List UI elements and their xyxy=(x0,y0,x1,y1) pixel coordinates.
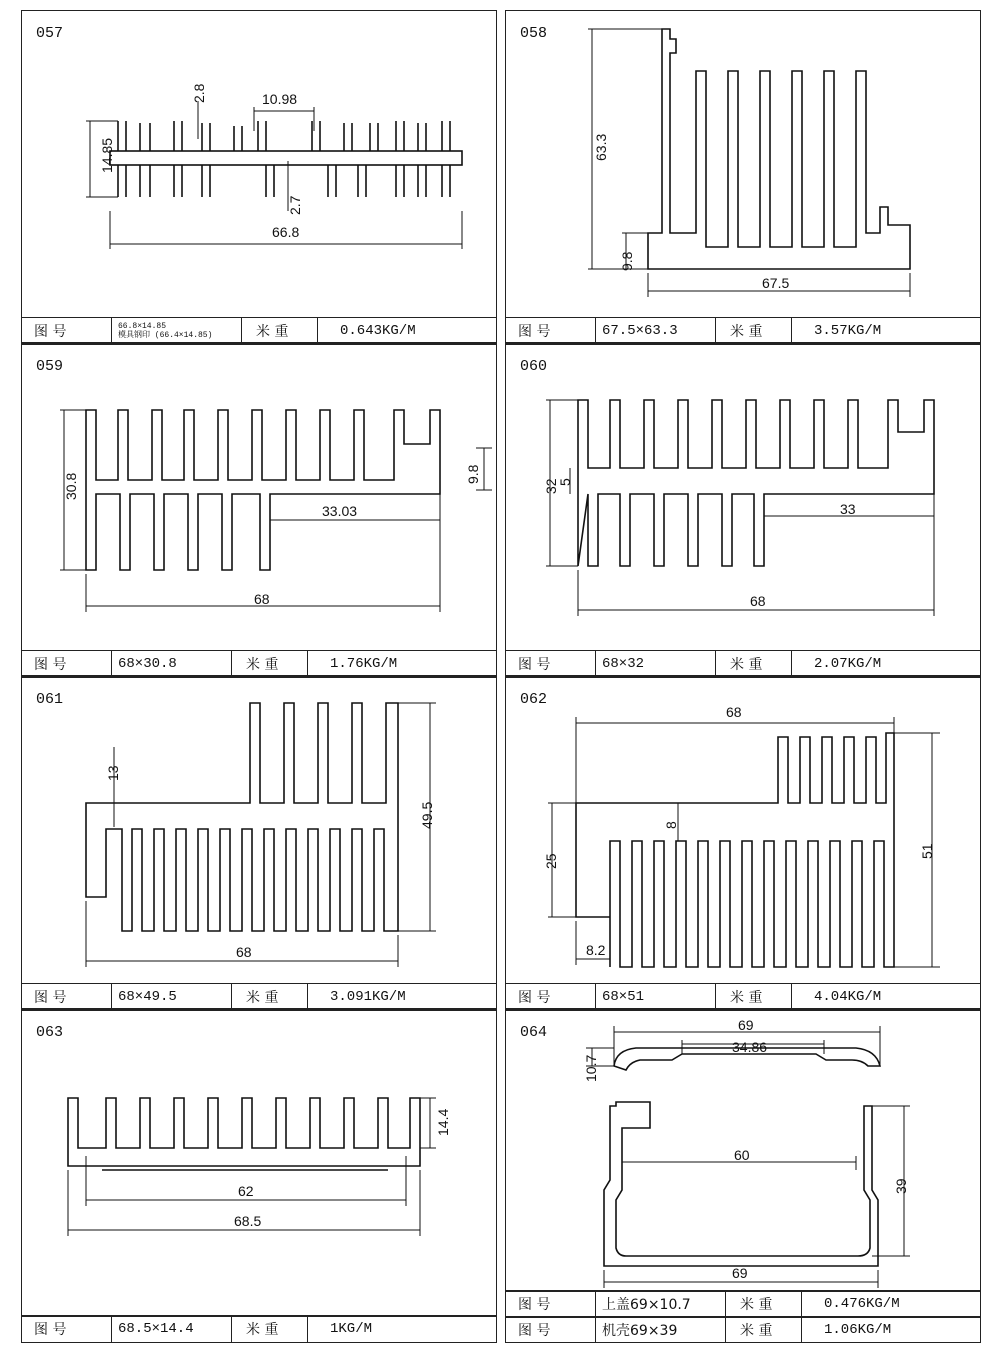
weight-value: 0.476KG/M xyxy=(824,1296,900,1312)
dim-base-t: 2.7 xyxy=(287,195,303,215)
dim-base-t: 5 xyxy=(557,478,573,486)
panel-063 xyxy=(21,1009,497,1317)
panel-061 xyxy=(21,676,497,1009)
spec-row-064-bottom xyxy=(505,1317,981,1343)
spec-row-062 xyxy=(505,983,981,1011)
item-number: 058 xyxy=(520,25,548,42)
weight-label: 米 重 xyxy=(232,651,308,677)
dimension-line-1: 66.8×14.85 xyxy=(118,322,167,331)
dim-bottom-w: 69 xyxy=(732,1265,748,1281)
figure-label: 图 号 xyxy=(506,1318,596,1342)
figure-label: 图 号 xyxy=(506,984,596,1010)
dimension-value: 68×49.5 xyxy=(112,984,232,1010)
dim-height: 39 xyxy=(893,1178,909,1194)
weight-value: 1.76KG/M xyxy=(330,656,398,672)
figure-label: 图 号 xyxy=(22,1316,112,1342)
figure-label: 图 号 xyxy=(22,984,112,1010)
panel-059 xyxy=(21,343,497,676)
dim-offset: 8.2 xyxy=(586,942,606,958)
profile-drawing-062 xyxy=(506,677,981,1009)
spec-row-061 xyxy=(21,983,497,1011)
weight-label: 米 重 xyxy=(716,318,792,344)
weight-label: 米 重 xyxy=(716,651,792,677)
weight-label: 米 重 xyxy=(232,1316,308,1342)
dim-height: 32 xyxy=(543,478,559,494)
item-number: 057 xyxy=(36,25,64,42)
weight-value: 0.643KG/M xyxy=(340,323,416,339)
dim-top-inner: 34.86 xyxy=(732,1039,768,1055)
figure-label: 图 号 xyxy=(22,318,112,344)
dim-top-h: 10.7 xyxy=(583,1054,599,1082)
dim-plain-w: 33 xyxy=(840,501,856,517)
dim-step: 13 xyxy=(105,765,121,781)
weight-value: 3.091KG/M xyxy=(330,989,406,1005)
item-number: 064 xyxy=(520,1024,548,1041)
dim-width: 66.8 xyxy=(272,224,300,240)
weight-label: 米 重 xyxy=(726,1318,802,1342)
dimension-line-2: 模具钢印 (66.4×14.85) xyxy=(118,331,213,340)
dim-width: 68 xyxy=(254,591,270,607)
item-number: 060 xyxy=(520,358,548,375)
panel-062 xyxy=(505,676,981,1009)
figure-label: 图 号 xyxy=(22,651,112,677)
dim-width: 68 xyxy=(750,593,766,609)
weight-label: 米 重 xyxy=(716,984,792,1010)
dim-width: 67.5 xyxy=(762,275,790,291)
spec-row-059 xyxy=(21,650,497,678)
dimension-value: 68.5×14.4 xyxy=(112,1316,232,1342)
dim-inner-w: 62 xyxy=(238,1183,254,1199)
profile-drawing-059 xyxy=(22,344,497,676)
dimension-value: 68×30.8 xyxy=(112,651,232,677)
dim-notch-h: 9.8 xyxy=(465,464,481,484)
weight-label: 米 重 xyxy=(232,984,308,1010)
figure-label: 图 号 xyxy=(506,318,596,344)
dim-inner-w: 60 xyxy=(734,1147,750,1163)
dim-left-h: 25 xyxy=(543,853,559,869)
weight-value: 1KG/M xyxy=(330,1321,373,1337)
figure-label: 图 号 xyxy=(506,1292,596,1316)
dim-plain-w: 33.03 xyxy=(322,503,358,519)
profile-drawing-064 xyxy=(506,1010,981,1291)
panel-058 xyxy=(505,10,981,343)
profile-drawing-060 xyxy=(506,344,981,676)
dim-fin-gap: 10.98 xyxy=(262,91,298,107)
item-number: 062 xyxy=(520,691,548,708)
item-number: 059 xyxy=(36,358,64,375)
item-number: 063 xyxy=(36,1024,64,1041)
weight-value: 1.06KG/M xyxy=(824,1322,892,1338)
panel-057 xyxy=(21,10,497,343)
dim-height: 63.3 xyxy=(593,133,609,161)
dim-width: 68 xyxy=(236,944,252,960)
dim-height: 51 xyxy=(919,843,935,859)
dimension-value: 机壳69×39 xyxy=(596,1318,726,1342)
dim-width: 68 xyxy=(726,704,742,720)
dimension-value: 67.5×63.3 xyxy=(596,318,716,344)
dim-fin-h: 2.8 xyxy=(191,83,207,103)
spec-row-063 xyxy=(21,1315,497,1343)
dimension-value: 68×51 xyxy=(596,984,716,1010)
dim-base-h: 9.8 xyxy=(619,251,635,271)
panel-060 xyxy=(505,343,981,676)
spec-row-058 xyxy=(505,317,981,345)
dim-gap: 8 xyxy=(663,821,679,829)
profile-drawing-063 xyxy=(22,1010,497,1317)
dim-height: 14.4 xyxy=(435,1108,451,1136)
dimension-cell xyxy=(112,318,242,344)
spec-row-064-top xyxy=(505,1291,981,1317)
weight-value: 3.57KG/M xyxy=(814,323,882,339)
weight-label: 米 重 xyxy=(726,1292,802,1316)
weight-value: 2.07KG/M xyxy=(814,656,882,672)
profile-drawing-058 xyxy=(506,11,981,343)
weight-label: 米 重 xyxy=(242,318,318,344)
profile-drawing-057 xyxy=(22,11,497,343)
dimension-value: 上盖69×10.7 xyxy=(596,1292,726,1316)
profile-drawing-061 xyxy=(22,677,497,1009)
dimension-value: 68×32 xyxy=(596,651,716,677)
dim-height: 14.85 xyxy=(99,137,115,173)
item-number: 061 xyxy=(36,691,64,708)
dim-height: 49.5 xyxy=(419,801,435,829)
panel-064 xyxy=(505,1009,981,1291)
spec-row-060 xyxy=(505,650,981,678)
spec-row-057 xyxy=(21,317,497,345)
dim-width: 68.5 xyxy=(234,1213,262,1229)
dim-top-w: 69 xyxy=(738,1017,754,1033)
weight-value: 4.04KG/M xyxy=(814,989,882,1005)
figure-label: 图 号 xyxy=(506,651,596,677)
dim-height: 30.8 xyxy=(63,472,79,500)
